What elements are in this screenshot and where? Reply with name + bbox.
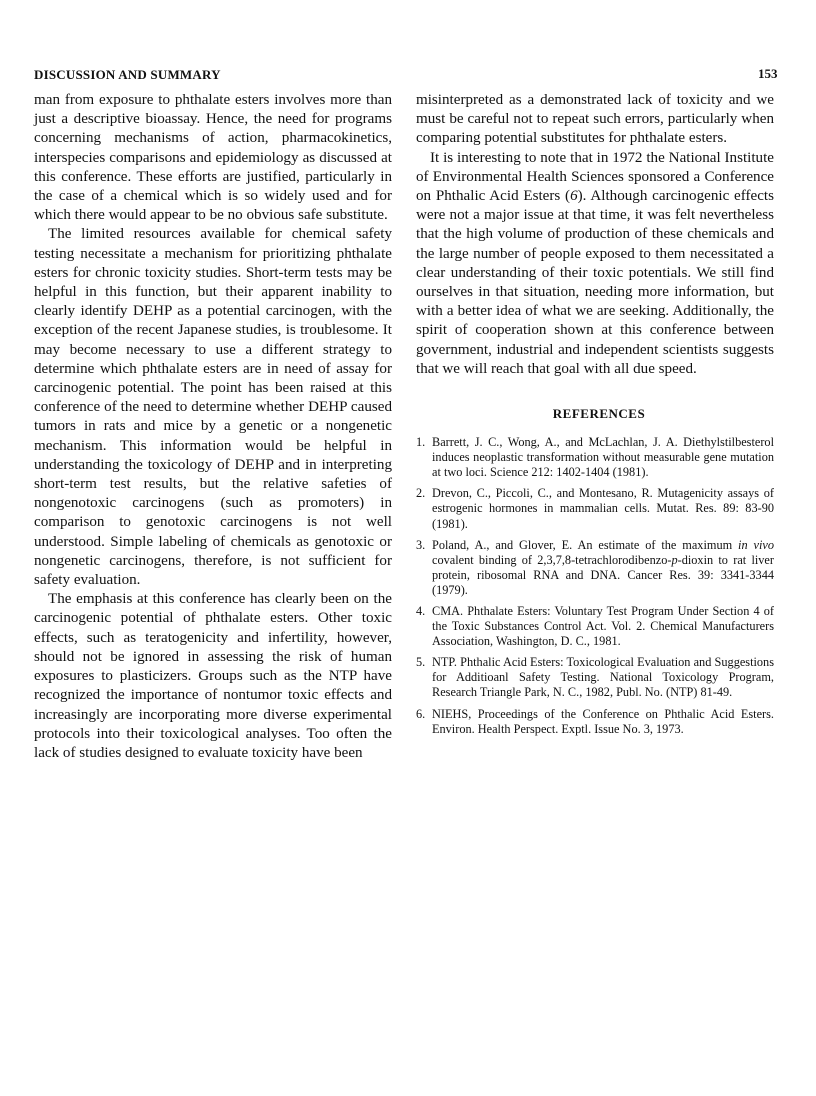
reference-text <box>432 538 774 598</box>
reference-number: 5. <box>416 655 426 670</box>
reference-list <box>416 435 774 737</box>
reference-item <box>416 604 774 649</box>
reference-number: 1. <box>416 435 426 450</box>
reference-text-part: covalent binding of 2,3,7,8-tetrachlorodibenzo- <box>432 552 672 567</box>
reference-number: 2. <box>416 486 426 501</box>
reference-item <box>416 435 774 480</box>
reference-item <box>416 538 774 598</box>
reference-italic: p <box>671 552 678 567</box>
left-column <box>34 91 392 763</box>
running-head: DISCUSSION AND SUMMARY <box>34 67 221 82</box>
reference-text: Drevon, C., Piccoli, C., and Montesano, R. Mutagenicity assays of estrogenic hormones in mammalian cells. Mutat. Res. 89: 83-90 (1981). <box>432 486 774 531</box>
paragraph-text: It is interesting to note that in 1972 the National Institute of Environmental Health Sciences sponsored a Conference on Phthalic Acid Esters ( <box>416 149 774 205</box>
body-paragraph-continuation: misinterpreted as a demonstrated lack of toxicity and we must be careful not to repeat such errors, particularly when comparing potential substitutes for phthalate esters. <box>416 92 774 147</box>
reference-number: 4. <box>416 603 426 618</box>
paragraph-text: ). Although carcinogenic effects were not a major issue at that time, it was felt nevertheless that the high volume of production of these chemicals and the large number of people exposed to them necessitated a clear understanding of their toxic potentials. We still find ourselves in that situation, needing more information, but with a better idea of what we are seeking. Additionally, the spirit of cooperation shown at this conference between government, industrial and independent scientists suggests that we will reach that goal with all due speed. <box>416 188 774 377</box>
reference-text-part: Poland, A., and Glover, E. An estimate of the maximum <box>432 537 739 552</box>
reference-number: 6. <box>416 706 426 721</box>
citation-number: 6 <box>570 188 578 205</box>
body-paragraph <box>416 149 774 379</box>
body-paragraph: man from exposure to phthalate esters involves more than just a descriptive bioassay. Hence, the need for programs concerning mechanisms of action, pharmacokinetics, interspecies comparisons and epidemiology as discussed at this conference. These efforts are justified, particularly in the case of a chemical which is so widely used and for which there would appear to be no obvious safe substitute. <box>34 92 392 224</box>
reference-item <box>416 486 774 531</box>
reference-item <box>416 655 774 700</box>
references-heading: REFERENCES <box>552 406 646 422</box>
reference-italic: in vivo <box>738 537 774 552</box>
reference-text: Barrett, J. C., Wong, A., and McLachlan, J. A. Diethylstilbesterol induces neoplastic transformation without measurable gene mutation at two loci. Science 212: 1402-1404 (1981). <box>432 435 774 480</box>
page-number: 153 <box>758 66 778 81</box>
reference-text: NIEHS, Proceedings of the Conference on Phthalic Acid Esters. Environ. Health Perspect. Exptl. Issue No. 3, 1973. <box>432 706 774 736</box>
body-paragraph: The limited resources available for chemical safety testing necessitate a mechanism for prioritizing phthalate esters for chronic toxicity studies. Short-term tests may be helpful in this function, but their apparent inability to clearly identify DEHP as a potential carcinogen, with the exception of the recent Japanese studies, is troublesome. It may become necessary to use a different strategy to determine which phthalate esters are in need of assay for carcinogenic potential. The point has been raised at this conference of the need to determine whether DEHP caused tumors in rats and mice by a genetic or a nongenetic mechanism. This information would be helpful in understanding the toxicology of DEHP and in interpreting short-term test results, but the relative safeties of nongenotoxic carcinogens (such as promoters) in comparison to genotoxic carcinogens is not well understood. Simple labeling of chemicals as genotoxic or nongenetic carcinogens, therefore, is not sufficient for safety evaluation. <box>34 226 392 589</box>
reference-item <box>416 707 774 737</box>
reference-text-part: -dioxin to rat liver protein, ribosomal RNA and DNA. Cancer Res. 39: 3341-3344 (1979). <box>432 552 774 597</box>
reference-number: 3. <box>416 537 426 552</box>
reference-text: CMA. Phthalate Esters: Voluntary Test Program Under Section 4 of the Toxic Substances Control Act. Vol. 2. Chemical Manufacturers Association, Washington, D. C., 1981. <box>432 603 774 649</box>
reference-text: NTP. Phthalic Acid Esters: Toxicological Evaluation and Suggestions for Additioanl Safety Testing. National Toxicology Program, Research Triangle Park, N. C., 1982, Publ. No. (NTP) 81-49. <box>432 655 774 700</box>
right-column <box>416 91 774 743</box>
body-paragraph: The emphasis at this conference has clearly been on the carcinogenic potential of phthalate esters. Other toxic effects, such as teratogenicity and infertility, however, should not be ignored in assessing the risk of human exposures to plasticizers. Groups such as the NTP have recognized the importance of nontumor toxic effects and increasingly are incorporating more diverse experimental protocols into their toxicological analyses. Too often the lack of studies designed to evaluate toxicity have been <box>34 591 392 761</box>
